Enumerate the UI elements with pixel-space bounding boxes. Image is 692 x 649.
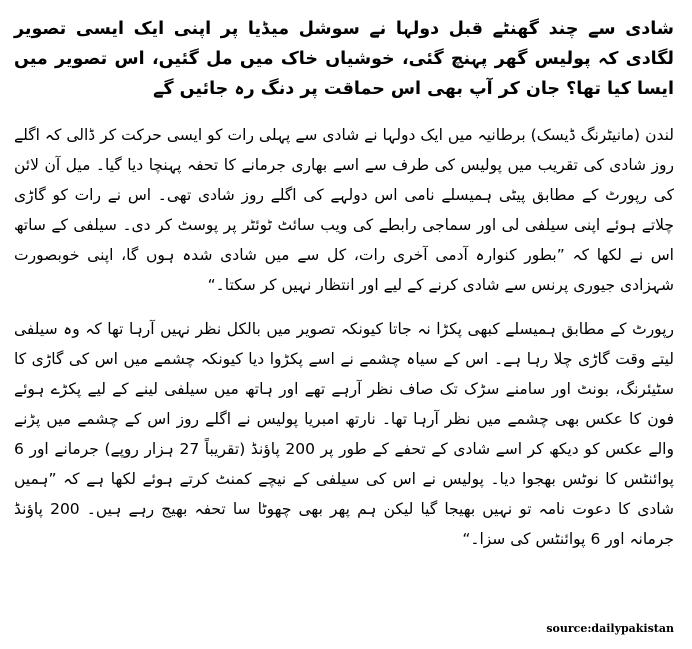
article-headline: شادی سے چند گھنٹے قبل دولہا نے سوشل میڈیا پر اپنی ایک ایسی تصویر لگادی کہ پولیس گھر پہنچ گئی، خوشیاں خاک میں مل گئیں، اس تصویر میں ایسا کیا تھا؟ جان کر آپ بھی اس حماقت پر دنگ رہ جائیں گے — [14, 19, 674, 99]
article-paragraph: رپورٹ کے مطابق ہمیسلے کبھی پکڑا نہ جاتا کیونکہ تصویر میں بالکل نظر نہیں آرہا تھا کہ وہ سیلفی لیتے وقت گاڑی چلا رہا ہے۔ اس کے سیاہ چشمے نے اسے پکڑوا دیا کیونکہ چشمے میں اس کی گاڑی کا سٹیئرنگ، بونٹ اور سامنے سڑک تک صاف نظر آرہے تھے اور ہاتھ میں سیلفی لینے کے لیے پکڑے ہوئے فون کا عکس بھی چشمے میں نظر آرہا تھا۔ نارتھ امبریا پولیس نے اگلے روز اس کے چشمے میں پڑنے والے عکس کو دیکھ کر اسے شادی کے تحفے کے طور پر 200 پاؤنڈ (تقریباً 27 ہزار روپے) جرمانے اور 6 پوائنٹس کا نوٹس بھجوا دیا۔ پولیس نے اس کی سیلفی کے نیچے کمنٹ کرتے ہوئے لکھا ہے کہ ”ہمیں شادی کا دعوت نامہ تو نہیں بھیجا گیا لیکن ہم پھر بھی چھوٹا سا تحفہ بھیج رہے ہیں۔ 200 پاؤنڈ جرمانہ اور 6 پوائنٹس کی سزا۔“ — [14, 320, 674, 548]
source-credit: source:dailypakistan — [546, 622, 674, 635]
article-paragraph: لندن (مانیٹرنگ ڈیسک) برطانیہ میں ایک دولہا نے شادی سے پہلی رات کو ایسی حرکت کر ڈالی کہ اگلے روز شادی کی تقریب میں پولیس کی طرف سے اسے بھاری جرمانے کا تحفہ پہنچا دیا گیا۔ میل آن لائن کی رپورٹ کے مطابق پیٹی ہمیسلے نامی اس دولہے کی اگلے روز شادی تھی۔ اس نے رات کو گاڑی چلاتے ہوئے اپنی سیلفی لی اور سماجی رابطے کی ویب سائٹ ٹوئٹر پر پوسٹ کر دی۔ سیلفی کے ساتھ اس نے لکھا کہ ”بطور کنوارہ آدمی آخری رات، کل سے میں شادی شدہ ہوں گا، اپنی خوبصورت شہزادی جیوری پرنس سے شادی کرنے کے لیے اور انتظار نہیں کر سکتا۔“ — [14, 126, 674, 294]
